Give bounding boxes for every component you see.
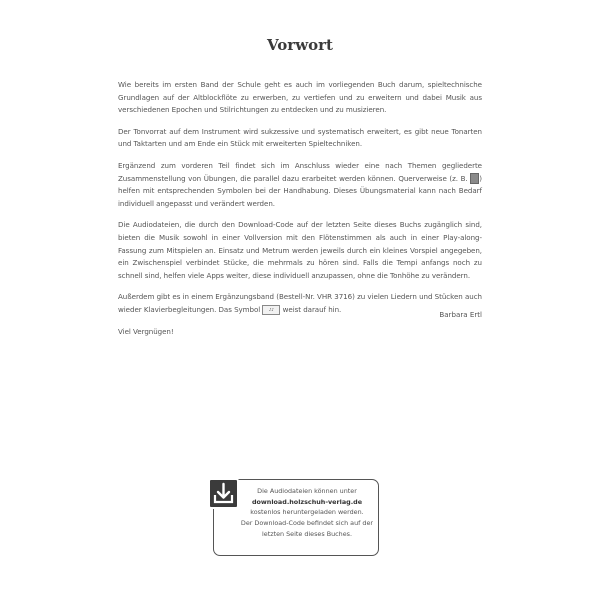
paragraph-audio: Die Audiodateien, die durch den Download-Code auf der letzten Seite dieses Buchs zugänglich sind, bieten die Musik sowohl in einer Vollversion mit den Flötenstimmen als auch in einer Play-along-Fassung zum Mitspielen an. Einsatz und Metrum werden jeweils durch ein kleines Vorspiel angegeben, ein Zwischenspiel verbindet Stücke, die mehrmals zu hören sind. Falls die Tempi anfangs noch zu schnell sind, helfen viele Apps weiter, diese individuell anzupassen, ohne die Tonhöhe zu verändern. — [118, 220, 482, 280]
download-url: download.holzschuh-verlag.de — [251, 497, 363, 506]
paragraph-exercises — [118, 160, 482, 210]
paragraph-closing: Viel Vergnügen! — [118, 326, 174, 336]
page-title: Vorwort — [267, 36, 333, 54]
paragraph-exercises-part2: ) helfen mit entsprechenden Symbolen bei der Handhabung. Dieses Übungsmaterial kann nach Bedarf individuell angepasst und verändert werden. — [118, 173, 482, 208]
paragraph-exercises-part1: Ergänzend zum vorderen Teil findet sich im Anschluss wieder eine nach Themen gegliederte Zusammenstellung von Übungen, die parallel dazu erarbeitet werden können. Querverweise (z. B. — [118, 160, 482, 183]
book-reference-icon — [470, 173, 479, 184]
download-line-3: kostenlos heruntergeladen werden. — [250, 508, 364, 517]
paragraph-supplement-part1: Außerdem gibt es in einem Ergänzungsband (Bestell-Nr. VHR 3716) zu vielen Liedern und Stücken auch wieder Klavierbegleitungen. Das Symbol — [118, 292, 482, 314]
paragraph-tone-range: Der Tonvorrat auf dem Instrument wird sukzessive und systematisch erweitert, es gibt neue Tonarten und Taktarten und am Ende ein Stück mit erweiterten Spieltechniken. — [118, 126, 482, 149]
download-info-text — [232, 486, 382, 540]
foreword-body — [118, 79, 482, 347]
paragraph-intro: Wie bereits im ersten Band der Schule geht es auch im vorliegenden Buch darum, spieltechnische Grundlagen auf der Altblockflöte zu erwerben, zu vertiefen und zu erweitern und dabei Musik aus verschiedenen Epochen und Stilrichtungen zu entdecken und zu musizieren. — [118, 80, 482, 115]
download-line-5: letzten Seite dieses Buches. — [262, 529, 352, 538]
piano-accompaniment-icon: ♪♪ — [262, 305, 280, 315]
download-line-1: Die Audiodateien können unter — [257, 487, 357, 495]
paragraph-supplement-part2: weist darauf hin. — [280, 304, 342, 314]
author-signature: Barbara Ertl — [439, 310, 482, 319]
download-line-4: Der Download-Code befindet sich auf der — [240, 519, 374, 528]
